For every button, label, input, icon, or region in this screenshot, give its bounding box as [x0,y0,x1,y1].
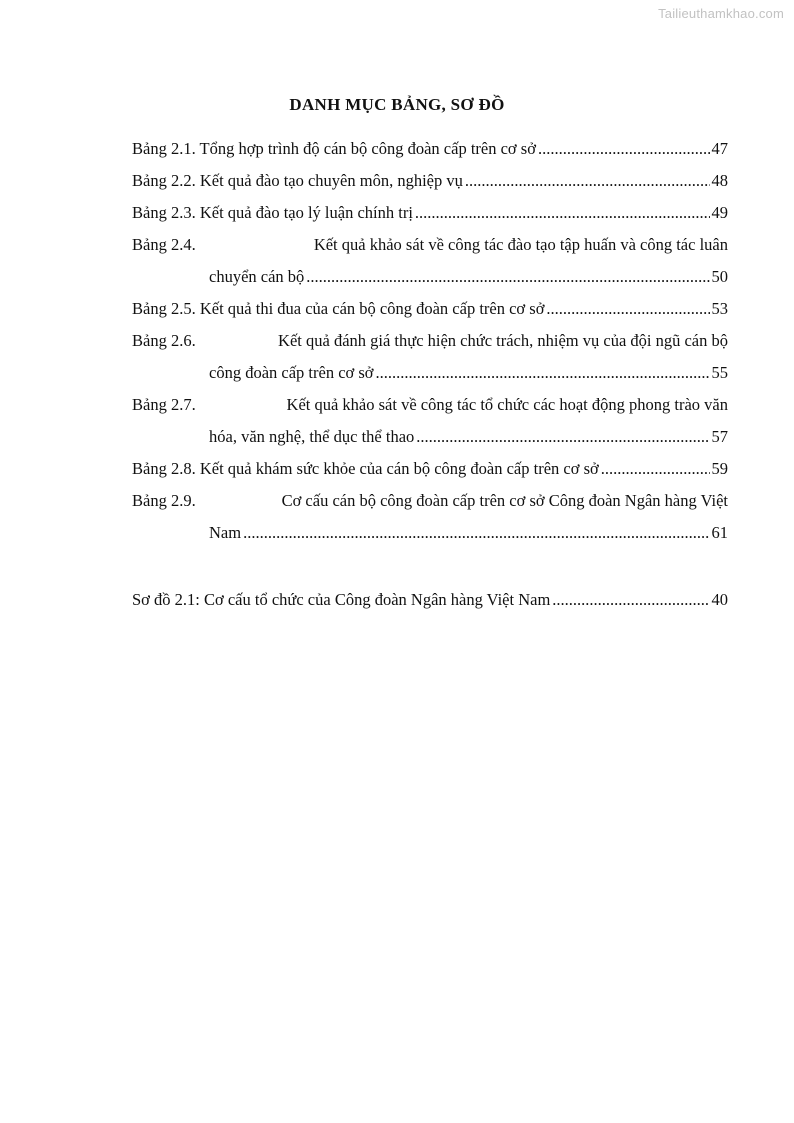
leader-dots [306,261,709,293]
toc-entry-line-2 [132,421,728,453]
toc-entry-text: Kết quả khảo sát về công tác tổ chức các hoạt động phong trào văn [286,395,728,414]
toc-entry-label: Bảng 2.7. [132,395,196,414]
toc-entry-table-2-8[interactable] [132,453,728,485]
toc-entry-label: Bảng 2.6. [132,331,196,350]
toc-entry-table-2-4[interactable] [132,229,728,293]
toc-entry-table-2-6[interactable] [132,325,728,389]
toc-page-number: 55 [711,363,728,382]
toc-entry-label: Bảng 2.9. [132,491,196,510]
toc-entry-line-2 [132,517,728,549]
toc-entry-text: Kết quả khảo sát về công tác đào tạo tập huấn và công tác luân [313,235,728,254]
leader-dots [538,133,710,165]
leader-dots [552,584,709,616]
toc-entry-table-2-9[interactable] [132,485,728,549]
toc-entry-table-2-2[interactable] [132,165,728,197]
toc-page-number: 49 [711,203,728,222]
toc-entry-line-2 [132,261,728,293]
toc-page-number: 48 [711,171,728,190]
toc-entry-text: Bảng 2.5. Kết quả thi đua của cán bộ công đoàn cấp trên cơ sở [132,299,545,318]
toc-page-number: 40 [711,590,728,609]
toc-page-number: 61 [711,523,728,542]
toc-entry-text: Bảng 2.3. Kết quả đào tạo lý luận chính trị [132,203,413,222]
toc-entry-text-continued: chuyển cán bộ [209,267,305,286]
toc-page-number: 47 [711,139,728,158]
toc-page-number: 50 [711,267,728,286]
leader-dots [415,197,710,229]
leader-dots [601,453,710,485]
toc-page-number: 59 [711,459,728,478]
toc-entry-table-2-1[interactable] [132,133,728,165]
leader-dots [546,293,709,325]
toc-entry-table-2-5[interactable] [132,293,728,325]
leader-dots [376,357,710,389]
toc-entry-diagram-2-1[interactable] [132,584,728,616]
toc-page-number: 57 [711,427,728,446]
toc-entry-line-1 [132,485,728,517]
watermark: Tailieuthamkhao.com [658,6,784,21]
toc-page-number: 53 [711,299,728,318]
toc-entry-text: Bảng 2.2. Kết quả đào tạo chuyên môn, nghiệp vụ [132,171,463,190]
toc-entry-line-1 [132,229,728,261]
toc-entry-text-continued: Nam [209,523,242,542]
toc-entry-text: Bảng 2.8. Kết quả khám sức khỏe của cán bộ công đoàn cấp trên cơ sở [132,459,599,478]
toc-entry-label: Bảng 2.4. [132,235,196,254]
toc-entry-table-2-7[interactable] [132,389,728,453]
leader-dots [243,517,709,549]
toc-entry-text: Cơ cấu cán bộ công đoàn cấp trên cơ sở Công đoàn Ngân hàng Việt [281,491,728,510]
toc-entry-line-1 [132,325,728,357]
toc-entry-text: Sơ đồ 2.1: Cơ cấu tổ chức của Công đoàn Ngân hàng Việt Nam [132,590,551,609]
leader-dots [416,421,709,453]
toc-entry-text-continued: hóa, văn nghệ, thể dục thể thao [209,427,415,446]
toc-entry-line-2 [132,357,728,389]
toc-entry-line-1 [132,389,728,421]
page-title: DANH MỤC BẢNG, SƠ ĐỒ [289,95,505,114]
toc-entry-text: Kết quả đánh giá thực hiện chức trách, nhiệm vụ của đội ngũ cán bộ [278,331,728,350]
toc-entry-text: Bảng 2.1. Tổng hợp trình độ cán bộ công đoàn cấp trên cơ sở [132,139,536,158]
toc-entry-table-2-3[interactable] [132,197,728,229]
toc-entry-text-continued: công đoàn cấp trên cơ sở [209,363,374,382]
leader-dots [465,165,710,197]
